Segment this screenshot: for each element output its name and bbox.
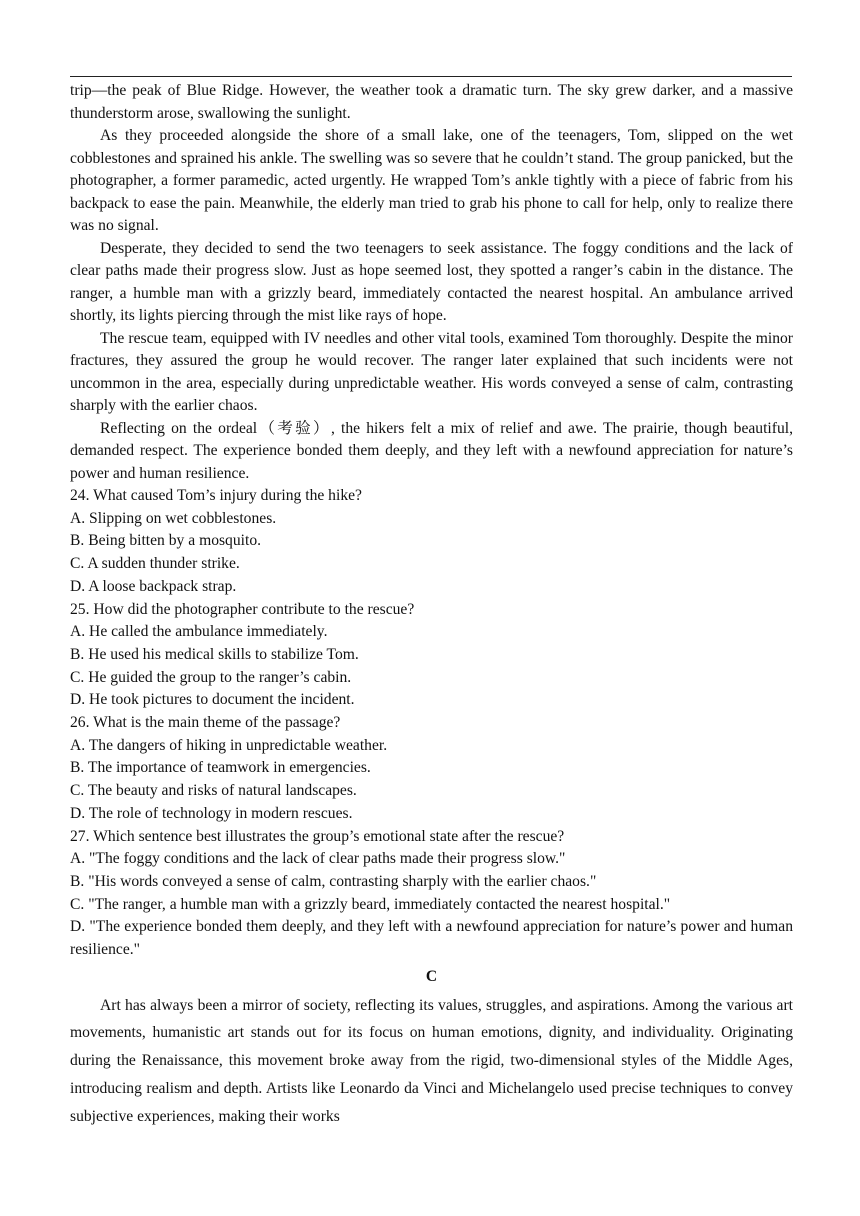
option-b: B. The importance of teamwork in emergencies.	[70, 759, 371, 777]
passage-c-paragraph: Art has always been a mirror of society, reflecting its values, struggles, and aspirations. Among the various art movements, humanistic art stands out for its focus on human emotions, dignity, and individuality. Originating during the Renaissance, this movement broke away from the rigid, two-dimensional styles of the Middle Ages, introducing realism and depth. Artists like Leonardo da Vinci and Michelangelo used precise techniques to convey subjective experiences, making their works	[70, 996, 793, 1125]
option-c: C. A sudden thunder strike.	[70, 555, 240, 573]
question-24	[70, 485, 793, 599]
option-c: C. "The ranger, a humble man with a grizzly beard, immediately contacted the nearest hospital."	[70, 895, 671, 913]
option-b: B. "His words conveyed a sense of calm, contrasting sharply with the earlier chaos."	[70, 872, 597, 890]
question-stem: 25. How did the photographer contribute to the rescue?	[70, 600, 415, 618]
option-d: D. The role of technology in modern rescues.	[70, 804, 353, 822]
option-a: A. The dangers of hiking in unpredictable weather.	[70, 736, 388, 754]
option-d: D. "The experience bonded them deeply, and they left with a newfound appreciation for nature’s power and human resilience."	[70, 918, 793, 959]
passage-b-paragraph-2: As they proceeded alongside the shore of a small lake, one of the teenagers, Tom, slipped on the wet cobblestones and sprained his ankle. The swelling was so severe that he couldn’t stand. The group panicked, but the photographer, a former paramedic, acted urgently. He wrapped Tom’s ankle tightly with a piece of fabric from his backpack to ease the pain. Meanwhile, the elderly man tried to grab his phone to call for help, only to realize there was no signal.	[70, 127, 793, 234]
option-b: B. He used his medical skills to stabilize Tom.	[70, 645, 359, 663]
document-body	[70, 80, 793, 1130]
question-25	[70, 599, 793, 713]
option-d: D. A loose backpack strap.	[70, 577, 237, 595]
option-c: C. The beauty and risks of natural landscapes.	[70, 782, 357, 800]
passage-b-paragraph-4: The rescue team, equipped with IV needles and other vital tools, examined Tom thoroughly. Despite the minor fractures, they assured the group he would recover. The ranger later explained that such incidents were not uncommon in the area, especially during unpredictable weather. His words conveyed a sense of calm, contrasting sharply with the earlier chaos.	[70, 329, 793, 414]
option-a: A. "The foggy conditions and the lack of clear paths made their progress slow."	[70, 850, 566, 868]
passage-b-paragraph-5: Reflecting on the ordeal（考验）, the hikers felt a mix of relief and awe. The prairie, though beautiful, demanded respect. The experience bonded them deeply, and they left with a newfound appreciation for nature’s power and human resilience.	[70, 419, 793, 482]
question-27	[70, 826, 793, 962]
question-stem: 27. Which sentence best illustrates the group’s emotional state after the rescue?	[70, 827, 565, 845]
option-d: D. He took pictures to document the incident.	[70, 691, 355, 709]
section-heading: C	[425, 967, 438, 985]
passage-b-paragraph-3: Desperate, they decided to send the two teenagers to seek assistance. The foggy conditions and the lack of clear paths made their progress slow. Just as hope seemed lost, they spotted a ranger’s cabin in the distance. The ranger, a humble man with a grizzly beard, immediately contacted the nearest hospital. An ambulance arrived shortly, its lights piercing through the mist like rays of hope.	[70, 239, 793, 324]
question-stem: 26. What is the main theme of the passage?	[70, 714, 341, 732]
question-26	[70, 712, 793, 826]
header-rule	[70, 76, 792, 77]
option-c: C. He guided the group to the ranger’s cabin.	[70, 668, 352, 686]
passage-b-paragraph-1: trip—the peak of Blue Ridge. However, the weather took a dramatic turn. The sky grew darker, and a massive thunderstorm arose, swallowing the sunlight.	[70, 82, 793, 122]
option-b: B. Being bitten by a mosquito.	[70, 532, 262, 550]
option-a: A. Slipping on wet cobblestones.	[70, 509, 277, 527]
option-a: A. He called the ambulance immediately.	[70, 623, 328, 641]
question-stem: 24. What caused Tom’s injury during the hike?	[70, 487, 362, 504]
